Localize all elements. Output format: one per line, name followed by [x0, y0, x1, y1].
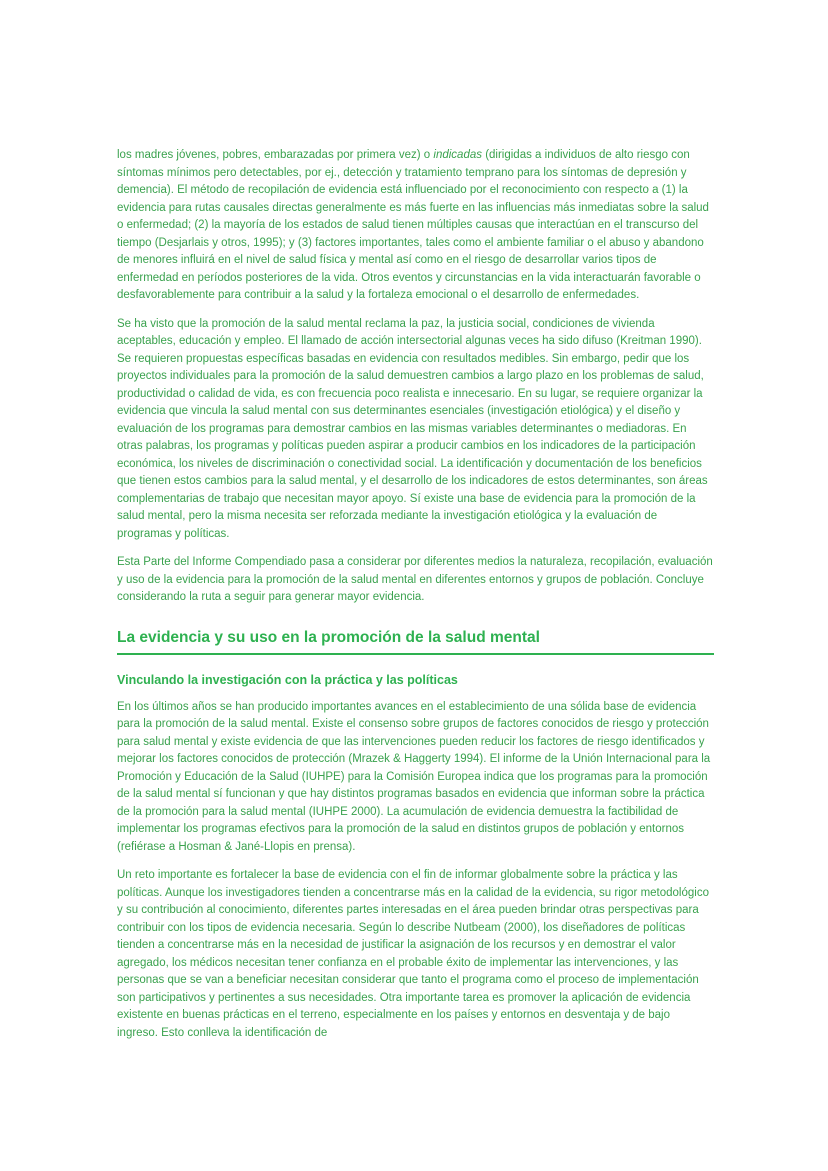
paragraph-1-text-after: (dirigidas a individuos de alto riesgo con síntomas mínimos pero detectables, por ej., detección y tratamiento temprano para los síntomas de depresión y demencia). El método de recopilación de evidencia está influenciado por el reconocimiento con respecto a (1) la evidencia para rutas causales directas generalmente es más fuerte en las influencias más inmediatas sobre la salud o enfermedad; (2) la mayoría de los estados de salud tienen múltiples causas que interactúan en el transcurso del tiempo (Desjarlais y otros, 1995); y (3) factores importantes, tales como el ambiente familiar o el abuso y abandono de menores influirá en el nivel de salud física y mental así como en el riesgo de desarrollar varios tipos de enfermedad en períodos posteriores de la vida. Otros eventos y circunstancias en la vida interactuarán favorable o desfavorablemente para contribuir a la salud y la fortaleza emocional o el desarrollo de enfermedades. — [117, 149, 709, 301]
section-heading-rule — [117, 653, 714, 655]
paragraph-1 — [117, 147, 714, 305]
paragraph-2: Se ha visto que la promoción de la salud mental reclama la paz, la justicia social, condiciones de vivienda aceptables, educación y empleo. El llamado de acción intersectorial algunas veces ha sido difuso (Kreitman 1990). Se requieren propuestas específicas basadas en evidencia con resultados medibles. Sin embargo, pedir que los proyectos individuales para la promoción de la salud demuestren cambios a largo plazo en los problemas de salud, productividad o calidad de vida, es con frecuencia poco realista e innecesario. En su lugar, se requiere organizar la evidencia que vincula la salud mental con sus determinantes esenciales (investigación etiológica) y el diseño y evaluación de los programas para demostrar cambios en las mismas variables determinantes o mediadoras. En otras palabras, los programas y políticas pueden aspirar a producir cambios en los indicadores de la participación económica, los niveles de discriminación o conectividad social. La identificación y documentación de los beneficios que tienen estos cambios para la salud mental, y el desarrollo de los indicadores de estos determinantes, son áreas complementarias de trabajo que necesitan mayor apoyo. Sí existe una base de evidencia para la promoción de la salud mental, pero la misma necesita ser reforzada mediante la investigación etiológica y la evaluación de programas y políticas. — [117, 317, 708, 540]
section-heading: La evidencia y su uso en la promoción de la salud mental — [117, 628, 540, 646]
paragraph-1-text-before: los madres jóvenes, pobres, embarazadas por primera vez) o — [117, 149, 434, 161]
paragraph-5: Un reto importante es fortalecer la base de evidencia con el fin de informar globalmente sobre la práctica y las políticas. Aunque los investigadores tienden a concentrarse más en la calidad de la evidencia, su rigor metodológico y su contribución al conocimiento, diferentes partes interesadas en el área pueden brindar otras perspectivas para contribuir con los tipos de evidencia necesaria. Según lo describe Nutbeam (2000), los diseñadores de políticas tienden a concentrarse más en la necesidad de justificar la asignación de los recursos y en demostrar el valor agregado, los médicos necesitan tener confianza en el probable éxito de implementar las intervenciones, y las personas que se van a beneficiar necesitan considerar que tanto el programa como el proceso de implementación son participativos y pertinentes a sus necesidades. Otra importante tarea es promover la aplicación de evidencia existente en buenas prácticas en el terreno, especialmente en los países y entornos en desventaja y de bajo ingreso. Esto conlleva la identificación de — [117, 869, 709, 1039]
italic-term-indicadas: indicadas — [433, 149, 482, 161]
paragraph-3: Esta Parte del Informe Compendiado pasa a considerar por diferentes medios la naturaleza, recopilación, evaluación y uso de la evidencia para la promoción de la salud mental en diferentes entornos y grupos de población. Concluye considerando la ruta a seguir para generar mayor evidencia. — [117, 556, 713, 603]
subsection-heading: Vinculando la investigación con la práctica y las políticas — [117, 672, 458, 687]
paragraph-4: En los últimos años se han producido importantes avances en el establecimiento de una sólida base de evidencia para la promoción de la salud mental. Existe el consenso sobre grupos de factores conocidos de riesgo y protección para salud mental y existe evidencia de que las intervenciones pueden reducir los factores de riesgo identificados y mejorar los factores conocidos de protección (Mrazek & Haggerty 1994). El informe de la Unión Internacional para la Promoción y Educación de la Salud (IUHPE) para la Comisión Europea indica que los programas para la promoción de la salud mental sí funcionan y que hay distintos programas basados en evidencia que informan sobre la práctica de la promoción para la salud mental (IUHPE 2000). La acumulación de evidencia demuestra la factibilidad de implementar los programas efectivos para la promoción de la salud en distintos grupos de población y entornos (refiérase a Hosman & Jané-Llopis en prensa). — [117, 700, 711, 853]
page-content — [117, 147, 714, 1053]
